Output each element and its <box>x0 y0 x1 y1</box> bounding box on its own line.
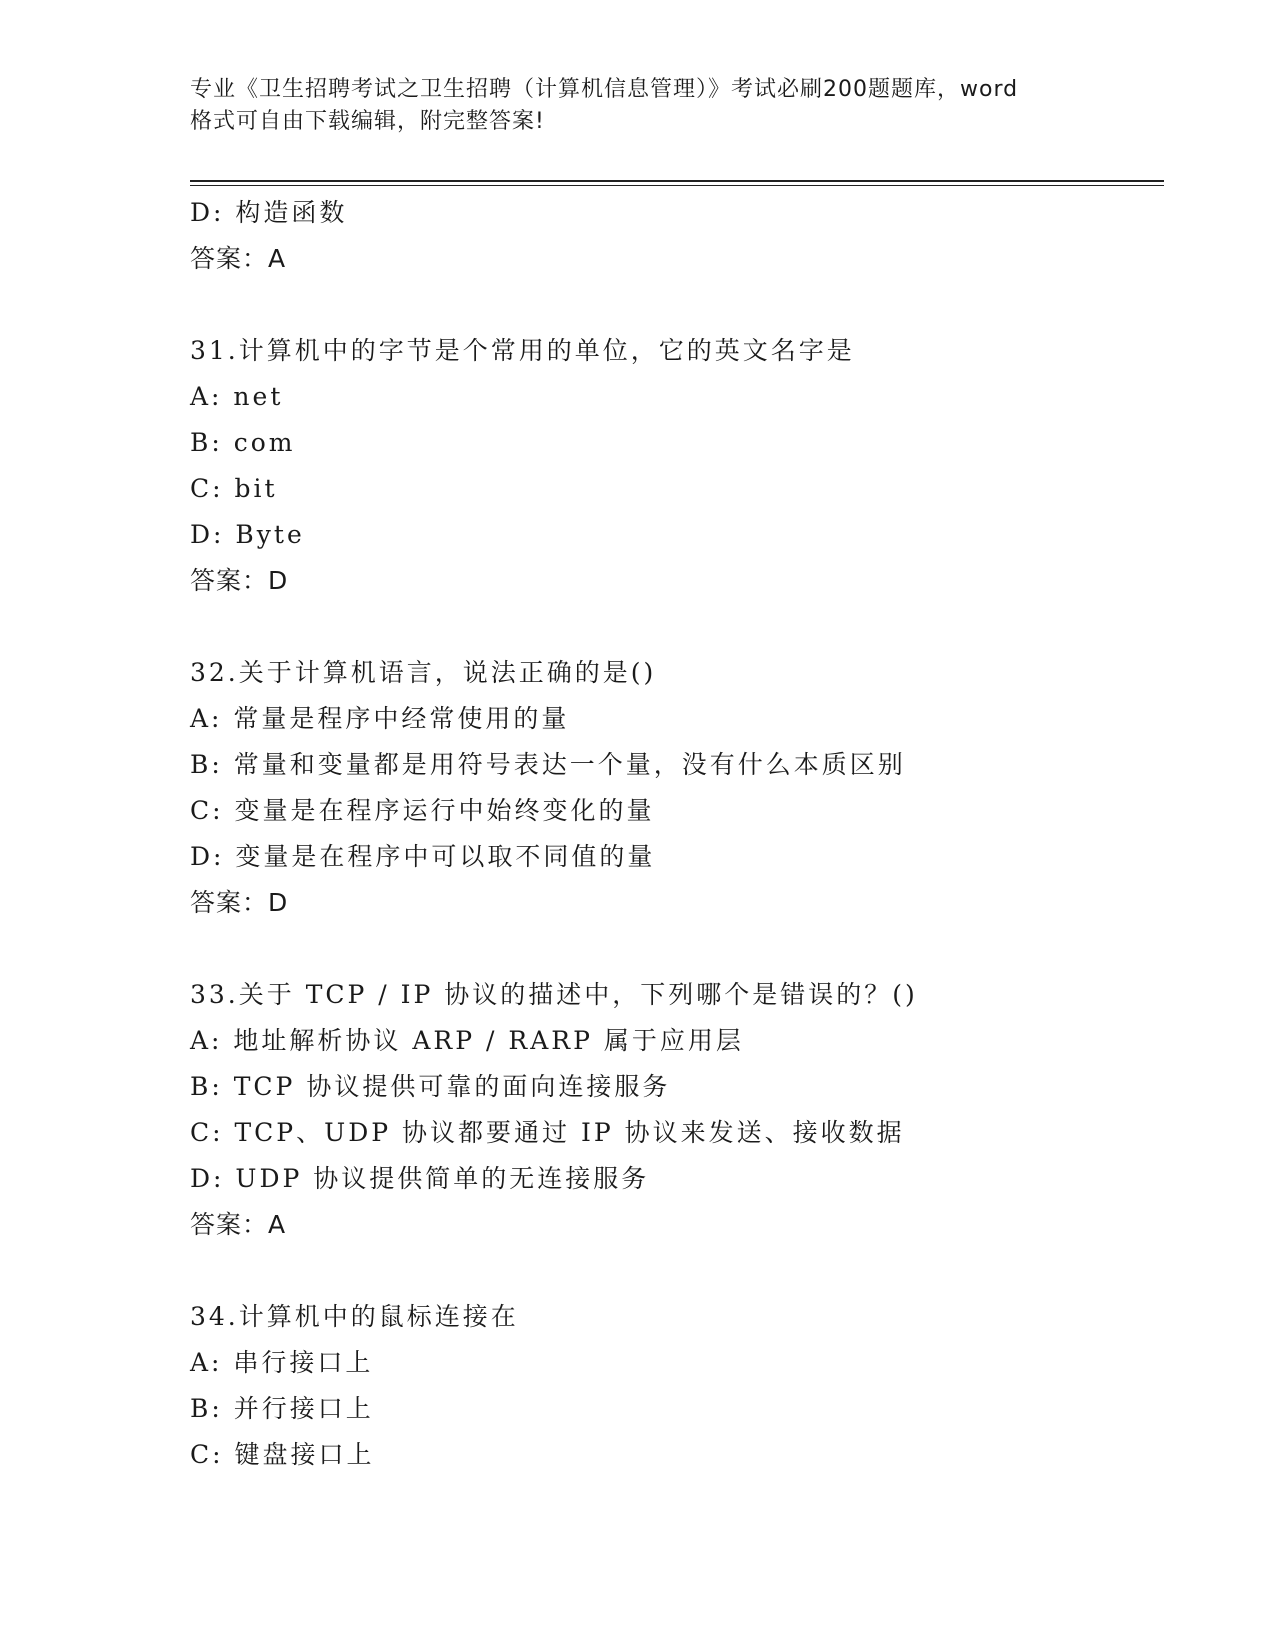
block-spacer <box>190 1248 1190 1294</box>
option-a: A: 常量是程序中经常使用的量 <box>190 704 570 733</box>
option-d: D: 变量是在程序中可以取不同值的量 <box>190 842 656 871</box>
option-a: A: net <box>190 382 284 411</box>
option-b: B: com <box>190 428 296 457</box>
option-b: B: TCP 协议提供可靠的面向连接服务 <box>190 1072 671 1101</box>
option-c: C: 键盘接口上 <box>190 1440 375 1469</box>
answer-line: 答案：D <box>190 566 289 595</box>
answer-line: 答案：D <box>190 888 289 917</box>
question-block-32 <box>190 650 1190 926</box>
block-spacer <box>190 926 1190 972</box>
option-b: B: 并行接口上 <box>190 1394 374 1423</box>
block-spacer <box>190 282 1190 328</box>
option-a: A: 串行接口上 <box>190 1348 374 1377</box>
question-text: 33.关于 TCP / IP 协议的描述中，下列哪个是错误的？() <box>190 980 918 1009</box>
option-d: D: UDP 协议提供简单的无连接服务 <box>190 1164 650 1193</box>
option-c: C: bit <box>190 474 278 503</box>
block-spacer <box>190 604 1190 650</box>
option-a: A: 地址解析协议 ARP / RARP 属于应用层 <box>190 1026 744 1055</box>
question-block-33 <box>190 972 1190 1248</box>
answer-line: 答案：A <box>190 244 287 273</box>
question-text: 31.计算机中的字节是个常用的单位，它的英文名字是 <box>190 336 855 365</box>
option-b: B: 常量和变量都是用符号表达一个量，没有什么本质区别 <box>190 750 906 779</box>
document-header <box>190 74 1095 138</box>
option-c: C: 变量是在程序运行中始终变化的量 <box>190 796 655 825</box>
header-title-line-2: 格式可自由下载编辑，附完整答案! <box>190 109 545 134</box>
header-divider-thick <box>190 180 1164 182</box>
option-d: D: 构造函数 <box>190 198 348 227</box>
question-block-31 <box>190 328 1190 604</box>
question-text: 32.关于计算机语言，说法正确的是() <box>190 658 657 687</box>
question-block-prev <box>190 190 1190 282</box>
option-c: C: TCP、UDP 协议都要通过 IP 协议来发送、接收数据 <box>190 1118 905 1147</box>
header-title-line-1: 专业《卫生招聘考试之卫生招聘（计算机信息管理）》考试必刷200题题库，word <box>190 77 1019 102</box>
question-list <box>190 190 1190 1478</box>
header-divider-thin <box>190 185 1164 186</box>
question-block-34 <box>190 1294 1190 1478</box>
question-text: 34.计算机中的鼠标连接在 <box>190 1302 519 1331</box>
option-d: D: Byte <box>190 520 305 549</box>
answer-line: 答案：A <box>190 1210 287 1239</box>
